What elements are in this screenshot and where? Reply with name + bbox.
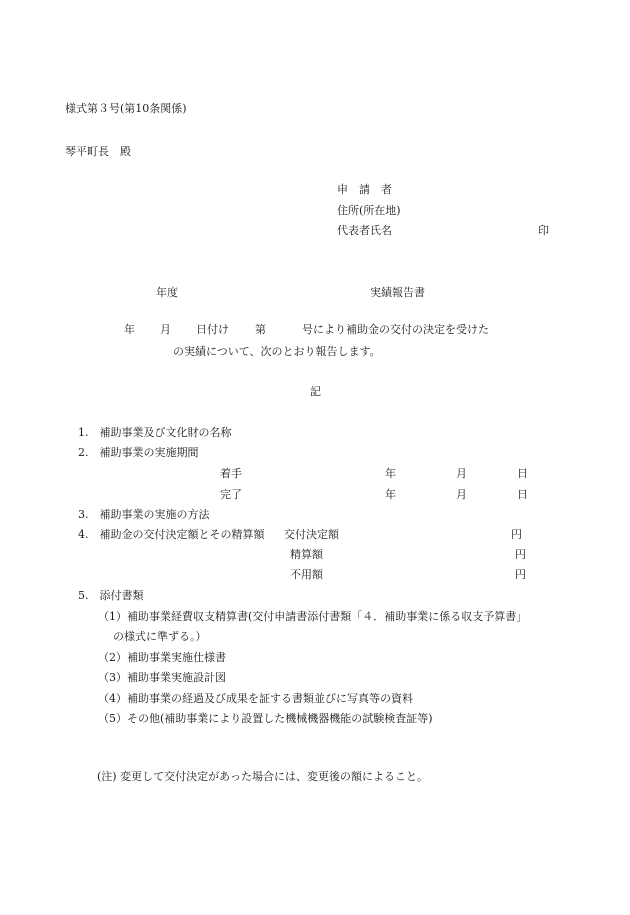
applicant-heading: 申 請 者 <box>337 183 392 196</box>
item-5: 5. 添付書類 <box>78 589 144 602</box>
item-3: 3. 補助事業の実施の方法 <box>78 508 210 521</box>
grant-decided-yen: 円 <box>511 528 522 541</box>
attachment-1-line2: の様式に準ずる。） <box>113 630 207 643</box>
address-label: 住所(所在地) <box>337 204 401 217</box>
addressee: 琴平町長 殿 <box>65 145 131 158</box>
attachment-4: （4）補助事業の経過及び成果を証する書類並びに写真等の資料 <box>98 692 413 705</box>
seal-mark: 印 <box>538 224 549 237</box>
item-1: 1. 補助事業及び文化財の名称 <box>78 426 232 439</box>
intro-dated: 日付け <box>196 323 229 336</box>
unused-amount-yen: 円 <box>515 568 526 581</box>
intro-number-prefix: 第 <box>255 323 266 336</box>
intro-line2: の実績について、次のとおり報告します。 <box>173 345 381 358</box>
title-year: 年度 <box>156 286 178 299</box>
settled-amount-yen: 円 <box>515 548 526 561</box>
item-4: 4. 補助金の交付決定額とその精算額 <box>78 528 265 541</box>
period-start-month: 月 <box>456 467 467 480</box>
period-start-label: 着手 <box>220 467 242 480</box>
representative-label: 代表者氏名 <box>337 224 392 237</box>
grant-decided-label: 交付決定額 <box>284 528 339 541</box>
attachment-3: （3）補助事業実施設計図 <box>98 671 226 684</box>
attachment-1-line1: （1）補助事業経費収支精算書(交付申請書添付書類「４．補助事業に係る収支予算書」 <box>98 610 528 623</box>
intro-line1-end: 号により補助金の交付の決定を受けた <box>302 323 489 336</box>
ki-heading: 記 <box>310 385 321 398</box>
period-end-day: 日 <box>517 488 528 501</box>
period-start-day: 日 <box>517 467 528 480</box>
period-end-month: 月 <box>456 488 467 501</box>
period-end-year: 年 <box>385 488 396 501</box>
intro-year: 年 <box>124 323 135 336</box>
unused-amount-label: 不用額 <box>290 568 323 581</box>
attachment-5: （5）その他(補助事業により設置した機械機器機能の試験検査証等) <box>98 712 433 725</box>
form-number: 様式第３号(第10条関係) <box>65 102 187 115</box>
intro-month: 月 <box>160 323 171 336</box>
period-end-label: 完了 <box>220 488 242 501</box>
item-2: 2. 補助事業の実施期間 <box>78 446 199 459</box>
note: (注) 変更して交付決定があった場合には、変更後の額によること。 <box>97 770 428 783</box>
attachment-2: （2）補助事業実施仕様書 <box>98 651 226 664</box>
title-report: 実績報告書 <box>370 286 425 299</box>
period-start-year: 年 <box>385 467 396 480</box>
settled-amount-label: 精算額 <box>290 548 323 561</box>
